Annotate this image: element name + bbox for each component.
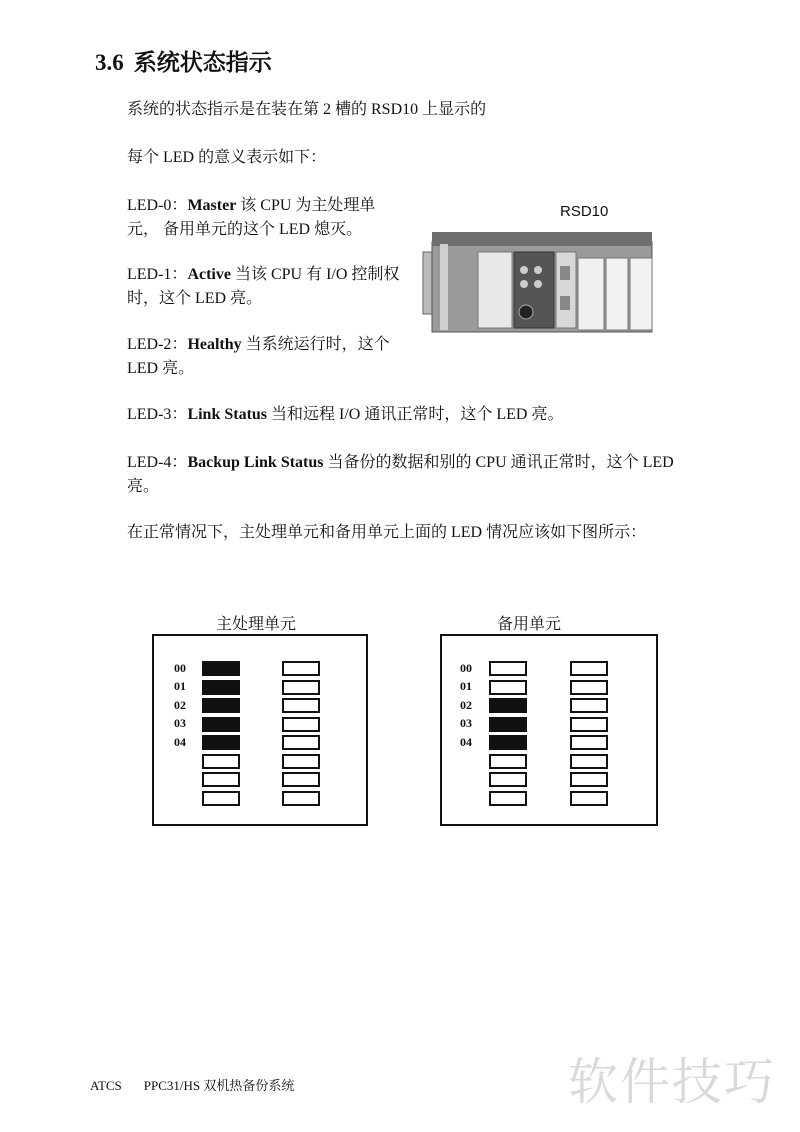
led-3-text: 当和远程 I/O 通讯正常时，这个 LED 亮。 (267, 406, 564, 423)
led-indicator (570, 680, 608, 695)
led-row-label: 02 (460, 698, 472, 712)
section-heading (95, 44, 272, 77)
led-indicator (489, 680, 527, 695)
led-4-label: LED-4： (127, 454, 188, 471)
led-indicator (489, 791, 527, 806)
led-indicator (282, 772, 320, 787)
led-3-name: Link Status (187, 406, 268, 423)
led-1-text: 当该 CPU 有 I/O 控制权时，这个 LED 亮。 (127, 266, 400, 307)
led-indicator (202, 754, 240, 769)
footer-title: PPC31/HS 双机热备份系统 (143, 1078, 295, 1093)
led-indicator (202, 735, 240, 750)
led-indicator (202, 791, 240, 806)
page-footer (90, 1075, 294, 1094)
led-row-label: 04 (460, 735, 472, 749)
led-0-name: Master (187, 197, 237, 214)
section-title: 系统状态指示 (133, 50, 272, 75)
led-indicator (570, 754, 608, 769)
led-0-description (127, 194, 407, 242)
led-2-label: LED-2： (127, 336, 188, 353)
section-number: 3.6 (95, 50, 124, 75)
intro-paragraph: 系统的状态指示是在装在第 2 槽的 RSD10 上显示的 (127, 101, 487, 118)
led-4-description (127, 451, 707, 499)
led-3-description (127, 403, 717, 427)
led-indicator (489, 772, 527, 787)
led-indicator (570, 735, 608, 750)
led-indicator (282, 735, 320, 750)
led-indicator (202, 698, 240, 713)
led-indicator (282, 661, 320, 676)
led-indicator (282, 680, 320, 695)
led-1-label: LED-1： (127, 266, 188, 283)
led-1-description (127, 263, 407, 311)
led-indicator (489, 735, 527, 750)
led-0-label: LED-0： (127, 197, 188, 214)
led-indicator (489, 717, 527, 732)
led-indicator (489, 754, 527, 769)
backup-unit-title: 备用单元 (497, 616, 562, 633)
led-row-label: 00 (460, 661, 472, 675)
led-indicator (202, 680, 240, 695)
led-row-label: 02 (174, 698, 186, 712)
led-indicator (489, 661, 527, 676)
led-4-name: Backup Link Status (187, 454, 324, 471)
led-2-text: 当系统运行时，这个 LED 亮。 (127, 336, 390, 377)
led-1-name: Active (187, 266, 231, 283)
led-2-name: Healthy (187, 336, 242, 353)
led-indicator (282, 698, 320, 713)
main-unit-title: 主处理单元 (216, 616, 297, 633)
led-indicator (282, 717, 320, 732)
rsd10-rack-photo (418, 222, 668, 340)
led-indicator (570, 717, 608, 732)
led-indicator (202, 772, 240, 787)
rsd10-photo-label: RSD10 (560, 203, 609, 220)
led-indicator (570, 772, 608, 787)
led-row-label: 03 (174, 716, 186, 730)
watermark-text: 软件技巧 (568, 1053, 776, 1111)
led-row-label: 01 (174, 679, 186, 693)
led-2-description (127, 333, 407, 381)
led-0-text: 该 CPU 为主处理单元， 备用单元的这个 LED 熄灭。 (127, 197, 376, 238)
led-row-label: 01 (460, 679, 472, 693)
normal-state-paragraph: 在正常情况下，主处理单元和备用单元上面的 LED 情况应该如下图所示： (127, 524, 647, 541)
footer-company: ATCS (90, 1078, 122, 1093)
led-indicator (282, 791, 320, 806)
led-indicator (282, 754, 320, 769)
led-indicator (489, 698, 527, 713)
led-indicator (202, 717, 240, 732)
main-unit-panel (152, 634, 368, 826)
led-row-label: 04 (174, 735, 186, 749)
led-4-text: 当备份的数据和别的 CPU 通讯正常时，这个 LED 亮。 (127, 454, 674, 495)
led-indicator (570, 661, 608, 676)
backup-unit-panel (440, 634, 658, 826)
led-indicator (570, 698, 608, 713)
led-row-label: 03 (460, 716, 472, 730)
led-indicator (570, 791, 608, 806)
led-indicator (202, 661, 240, 676)
led-3-label: LED-3： (127, 406, 188, 423)
led-intro-paragraph: 每个 LED 的意义表示如下： (127, 149, 327, 166)
led-row-label: 00 (174, 661, 186, 675)
